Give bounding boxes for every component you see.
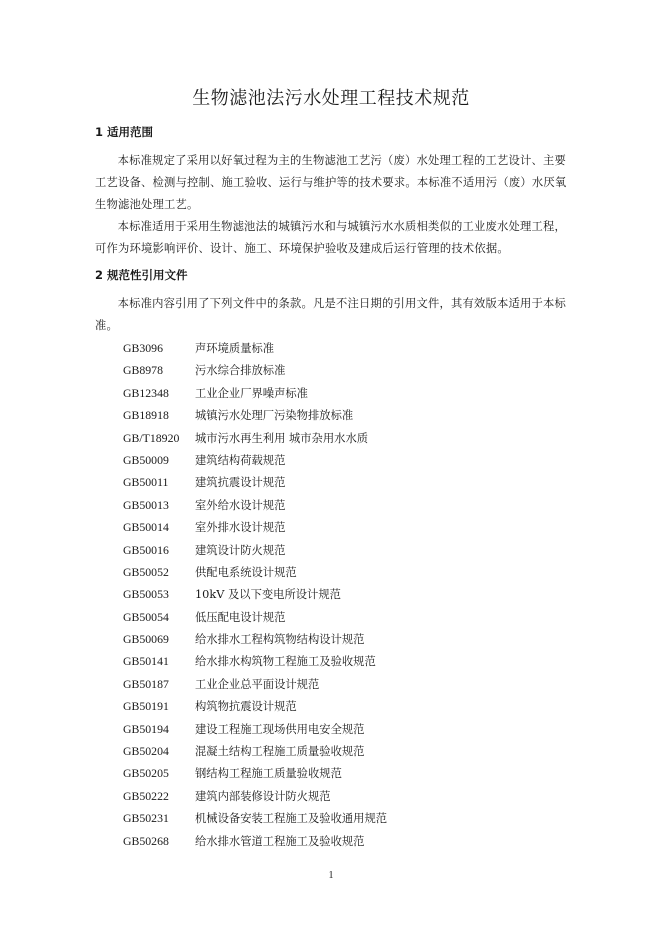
standard-name: 声环境质量标准	[195, 342, 275, 355]
standard-name: 污水综合排放标准	[195, 364, 286, 378]
standard-row	[123, 653, 387, 675]
standard-code: GB50204	[123, 744, 169, 759]
standard-row	[123, 542, 387, 564]
document-title: 生物滤池法污水处理工程技术规范	[192, 88, 470, 109]
standard-code: GB50194	[123, 721, 169, 736]
standard-code: GB50069	[123, 632, 169, 647]
standard-name: 建设工程施工现场供用电安全规范	[195, 722, 365, 736]
standard-name: 给水排水管道工程施工及验收规范	[195, 834, 365, 848]
standard-row	[123, 586, 387, 608]
standard-row	[123, 474, 387, 496]
standard-code: GB50141	[123, 654, 169, 669]
standard-row	[123, 810, 387, 832]
standard-name: 混凝土结构工程施工质量验收规范	[195, 745, 365, 759]
page-number: 1	[328, 870, 334, 881]
standard-name: 给水排水工程构筑物结构设计规范	[195, 633, 365, 647]
standard-row	[123, 452, 387, 474]
standard-name: 建筑抗震设计规范	[195, 476, 286, 490]
standard-code: GB50222	[123, 788, 169, 803]
standard-name: 室外给水设计规范	[195, 498, 286, 512]
standard-name: 10kV 及以下变电所设计规范	[195, 588, 341, 602]
standard-code: GB50009	[123, 452, 169, 467]
standard-code: GB50205	[123, 766, 169, 781]
standard-name: 建筑设计防火规范	[195, 543, 286, 557]
standard-name: 给水排水构筑物工程施工及验收规范	[195, 655, 376, 669]
standard-code: GB50013	[123, 497, 169, 512]
paragraph-scope-2: 本标准适用于采用生物滤池法的城镇污水和与城镇污水水质相类似的工业废水处理工程，可作为环境影响评价、设计、施工、环境保护验收及建成后运行管理的技术依据。	[95, 220, 566, 255]
standard-name: 工业企业厂界噪声标准	[195, 386, 308, 400]
standard-row	[123, 676, 387, 698]
standard-name: 室外排水设计规范	[195, 521, 286, 535]
standard-row	[123, 609, 387, 631]
standard-name: 城市污水再生利用 城市杂用水水质	[195, 431, 369, 445]
standard-name: 构筑物抗震设计规范	[195, 700, 297, 714]
section-heading-scope: 1 适用范围	[95, 125, 154, 139]
standard-code: GB50016	[123, 542, 169, 557]
standard-name: 低压配电设计规范	[195, 610, 286, 624]
standard-row	[123, 430, 387, 452]
standard-name: 建筑结构荷载规范	[195, 453, 286, 467]
standard-row	[123, 698, 387, 720]
standard-name: 城镇污水处理厂污染物排放标准	[195, 409, 354, 423]
standard-name: 工业企业总平面设计规范	[195, 677, 320, 691]
standard-code: GB50054	[123, 609, 169, 624]
standard-name: 钢结构工程施工质量验收规范	[195, 767, 342, 781]
standard-row	[123, 497, 387, 519]
standard-row	[123, 407, 387, 429]
standard-code: GB/T18920	[123, 430, 180, 445]
standard-code: GB50187	[123, 676, 169, 691]
standard-row	[123, 362, 387, 384]
standard-row	[123, 721, 387, 743]
standard-row	[123, 519, 387, 541]
standard-code: GB12348	[123, 385, 169, 400]
standard-code: GB50053	[123, 587, 169, 602]
standard-row	[123, 833, 387, 855]
standard-row	[123, 788, 387, 810]
standard-row	[123, 743, 387, 765]
standard-code: GB18918	[123, 408, 169, 423]
standard-code: GB50014	[123, 520, 169, 535]
standard-code: GB50191	[123, 699, 169, 714]
standard-code: GB50052	[123, 564, 169, 579]
standard-name: 机械设备安装工程施工及验收通用规范	[195, 812, 388, 826]
standard-code: GB50268	[123, 833, 169, 848]
standard-code: GB50011	[123, 475, 169, 490]
paragraph-scope-1: 本标准规定了采用以好氧过程为主的生物滤池工艺污（废）水处理工程的工艺设计、主要工艺设备、检测与控制、施工验收、运行与维护等的技术要求。本标准不适用污（废）水厌氧生物滤池处理工艺。	[95, 154, 567, 211]
standard-code: GB50231	[123, 811, 169, 826]
referenced-standards-list	[123, 340, 387, 855]
standard-row	[123, 385, 387, 407]
standard-row	[123, 631, 387, 653]
standard-row	[123, 765, 387, 787]
standard-code: GB3096	[123, 341, 163, 355]
standard-name: 供配电系统设计规范	[195, 565, 297, 579]
standard-code: GB8978	[123, 363, 163, 378]
section-heading-references: 2 规范性引用文件	[95, 268, 188, 282]
paragraph-references-intro: 本标准内容引用了下列文件中的条款。凡是不注日期的引用文件，其有效版本适用于本标准。	[95, 297, 566, 332]
standard-name: 建筑内部装修设计防火规范	[195, 789, 331, 803]
standard-row	[123, 564, 387, 586]
standard-row	[123, 340, 387, 362]
